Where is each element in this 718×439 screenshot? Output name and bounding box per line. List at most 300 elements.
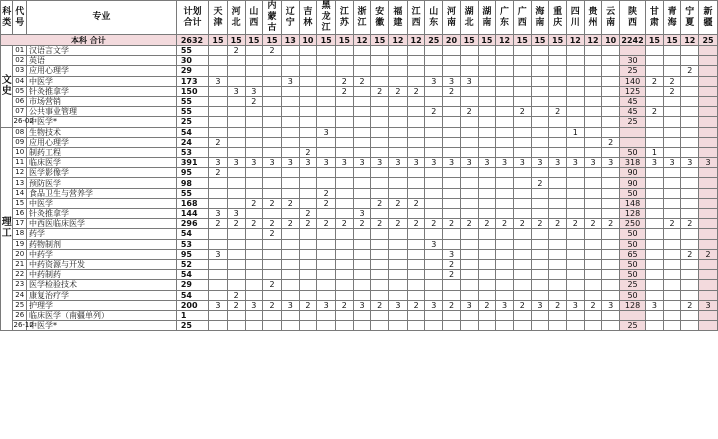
- province-quota-cell: [336, 229, 354, 239]
- province-quota-cell: [549, 290, 567, 300]
- major-name-cell: 医学检验技术: [27, 280, 177, 290]
- table-row: [1, 290, 718, 300]
- province-quota-cell: [460, 290, 478, 300]
- province-quota-cell: 2: [336, 300, 354, 310]
- province-quota-cell: [227, 280, 245, 290]
- province-quota-cell: [209, 198, 228, 208]
- province-quota-cell: [263, 127, 282, 137]
- province-quota-cell: [317, 117, 336, 127]
- province-quota-cell: [566, 310, 584, 320]
- code-cell: 26: [13, 310, 27, 320]
- province-quota-cell: [663, 239, 681, 249]
- table-row: [1, 300, 718, 310]
- header-province: 内蒙古: [263, 1, 282, 35]
- province-quota-cell: 2: [584, 219, 602, 229]
- province-quota-cell: [646, 290, 664, 300]
- province-quota-cell: [646, 117, 664, 127]
- code-cell: 04: [13, 76, 27, 86]
- header-province: 安徽: [371, 1, 389, 35]
- province-quota-cell: [389, 127, 408, 137]
- province-quota-cell: 250: [620, 219, 646, 229]
- province-quota-cell: 2: [263, 219, 282, 229]
- province-quota-cell: 2: [317, 198, 336, 208]
- province-quota-cell: [245, 229, 263, 239]
- province-quota-cell: [425, 321, 443, 331]
- province-quota-cell: 3: [281, 300, 299, 310]
- province-quota-cell: [227, 168, 245, 178]
- province-quota-cell: [460, 66, 478, 76]
- code-cell: 05: [13, 86, 27, 96]
- province-quota-cell: [460, 259, 478, 269]
- header-province: 新疆: [699, 1, 718, 35]
- province-quota-cell: [460, 178, 478, 188]
- province-quota-cell: [681, 56, 699, 66]
- province-quota-cell: [478, 147, 496, 157]
- province-quota-cell: [425, 280, 443, 290]
- province-quota-cell: 2: [227, 46, 245, 56]
- province-quota-cell: [566, 46, 584, 56]
- province-quota-cell: [699, 219, 718, 229]
- province-quota-cell: [699, 117, 718, 127]
- province-quota-cell: 3: [425, 76, 443, 86]
- province-quota-cell: [478, 310, 496, 320]
- province-quota-cell: [389, 76, 408, 86]
- province-quota-cell: [407, 178, 425, 188]
- province-quota-cell: [699, 137, 718, 147]
- plan-total-cell: 55: [176, 46, 208, 56]
- province-quota-cell: [281, 249, 299, 259]
- code-cell: 14: [13, 188, 27, 198]
- province-quota-cell: [299, 229, 317, 239]
- totals-province-cell: 15: [317, 35, 336, 46]
- province-quota-cell: [317, 137, 336, 147]
- province-quota-cell: [602, 76, 620, 86]
- major-name-cell: 中西医临床医学: [27, 219, 177, 229]
- province-quota-cell: [353, 239, 371, 249]
- province-quota-cell: [245, 168, 263, 178]
- table-row: [1, 270, 718, 280]
- province-quota-cell: [699, 127, 718, 137]
- province-quota-cell: 3: [663, 158, 681, 168]
- province-quota-cell: [460, 46, 478, 56]
- province-quota-cell: [371, 96, 389, 106]
- header-province: 山东: [425, 1, 443, 35]
- province-quota-cell: 2: [646, 76, 664, 86]
- province-quota-cell: [620, 310, 646, 320]
- province-quota-cell: [602, 280, 620, 290]
- province-quota-cell: [566, 198, 584, 208]
- province-quota-cell: [646, 280, 664, 290]
- province-quota-cell: [663, 96, 681, 106]
- province-quota-cell: [566, 239, 584, 249]
- province-quota-cell: [549, 137, 567, 147]
- province-quota-cell: 3: [317, 300, 336, 310]
- province-quota-cell: 3: [566, 300, 584, 310]
- province-quota-cell: [407, 96, 425, 106]
- province-quota-cell: [353, 107, 371, 117]
- province-quota-cell: [336, 270, 354, 280]
- table-row: [1, 188, 718, 198]
- province-quota-cell: [699, 86, 718, 96]
- province-quota-cell: [681, 270, 699, 280]
- province-quota-cell: [584, 249, 602, 259]
- province-quota-cell: [549, 56, 567, 66]
- header-province: 陕西: [620, 1, 646, 35]
- province-quota-cell: [317, 107, 336, 117]
- province-quota-cell: 3: [602, 158, 620, 168]
- province-quota-cell: [549, 86, 567, 96]
- province-quota-cell: 2: [299, 147, 317, 157]
- province-quota-cell: [443, 96, 461, 106]
- province-quota-cell: 3: [496, 158, 514, 168]
- province-quota-cell: [549, 198, 567, 208]
- province-quota-cell: 3: [646, 300, 664, 310]
- province-quota-cell: [602, 310, 620, 320]
- province-quota-cell: 2: [353, 219, 371, 229]
- province-quota-cell: [584, 117, 602, 127]
- province-quota-cell: [263, 86, 282, 96]
- province-quota-cell: 2: [281, 219, 299, 229]
- province-quota-cell: [227, 137, 245, 147]
- province-quota-cell: 25: [620, 117, 646, 127]
- province-quota-cell: [227, 198, 245, 208]
- province-quota-cell: [602, 56, 620, 66]
- province-quota-cell: [663, 178, 681, 188]
- province-quota-cell: [681, 96, 699, 106]
- header-province: 湖南: [478, 1, 496, 35]
- table-row: [1, 321, 718, 331]
- province-quota-cell: [531, 107, 549, 117]
- province-quota-cell: [389, 310, 408, 320]
- province-quota-cell: [227, 107, 245, 117]
- province-quota-cell: [584, 270, 602, 280]
- province-quota-cell: [646, 259, 664, 269]
- province-quota-cell: [299, 270, 317, 280]
- totals-province-cell: 12: [566, 35, 584, 46]
- province-quota-cell: [336, 127, 354, 137]
- province-quota-cell: [227, 66, 245, 76]
- province-quota-cell: [549, 178, 567, 188]
- province-quota-cell: [584, 259, 602, 269]
- province-quota-cell: 3: [549, 158, 567, 168]
- table-row: [1, 229, 718, 239]
- province-quota-cell: [353, 96, 371, 106]
- province-quota-cell: [460, 127, 478, 137]
- province-quota-cell: [496, 127, 514, 137]
- table-row: [1, 249, 718, 259]
- province-quota-cell: [602, 259, 620, 269]
- province-quota-cell: 1: [646, 147, 664, 157]
- province-quota-cell: 2: [566, 219, 584, 229]
- province-quota-cell: 2: [245, 198, 263, 208]
- province-quota-cell: [496, 168, 514, 178]
- province-quota-cell: [443, 147, 461, 157]
- province-quota-cell: [681, 290, 699, 300]
- province-quota-cell: [443, 188, 461, 198]
- province-quota-cell: [496, 209, 514, 219]
- code-cell: 07: [13, 107, 27, 117]
- province-quota-cell: [566, 66, 584, 76]
- province-quota-cell: [681, 321, 699, 331]
- province-quota-cell: [513, 209, 531, 219]
- province-quota-cell: [531, 188, 549, 198]
- totals-province-cell: 15: [513, 35, 531, 46]
- province-quota-cell: [281, 127, 299, 137]
- province-quota-cell: [699, 168, 718, 178]
- province-quota-cell: 2: [263, 229, 282, 239]
- province-quota-cell: 2: [299, 219, 317, 229]
- province-quota-cell: [389, 56, 408, 66]
- province-quota-cell: [531, 66, 549, 76]
- code-cell: 19: [13, 239, 27, 249]
- province-quota-cell: [549, 46, 567, 56]
- province-quota-cell: [407, 107, 425, 117]
- province-quota-cell: [353, 86, 371, 96]
- province-quota-cell: [496, 66, 514, 76]
- province-quota-cell: [549, 249, 567, 259]
- province-quota-cell: [371, 137, 389, 147]
- province-quota-cell: [646, 96, 664, 106]
- totals-province-cell: 10: [299, 35, 317, 46]
- province-quota-cell: [245, 66, 263, 76]
- province-quota-cell: [353, 229, 371, 239]
- province-quota-cell: [566, 259, 584, 269]
- province-quota-cell: [602, 249, 620, 259]
- province-quota-cell: 45: [620, 107, 646, 117]
- province-quota-cell: [549, 229, 567, 239]
- province-quota-cell: 2: [513, 300, 531, 310]
- province-quota-cell: 3: [227, 209, 245, 219]
- province-quota-cell: [443, 209, 461, 219]
- province-quota-cell: 3: [281, 158, 299, 168]
- province-quota-cell: 2: [699, 249, 718, 259]
- province-quota-cell: 3: [209, 249, 228, 259]
- province-quota-cell: 2: [245, 96, 263, 106]
- province-quota-cell: [317, 229, 336, 239]
- header-province: 广东: [496, 1, 514, 35]
- header-province: 广西: [513, 1, 531, 35]
- province-quota-cell: [389, 137, 408, 147]
- province-quota-cell: [549, 76, 567, 86]
- province-quota-cell: [353, 290, 371, 300]
- province-quota-cell: [699, 270, 718, 280]
- province-quota-cell: [699, 198, 718, 208]
- province-quota-cell: 148: [620, 198, 646, 208]
- province-quota-cell: [496, 280, 514, 290]
- major-name-cell: 临床医学（南疆单列）: [27, 310, 177, 320]
- major-name-cell: 中医学: [27, 198, 177, 208]
- province-quota-cell: [646, 56, 664, 66]
- province-quota-cell: [263, 310, 282, 320]
- province-quota-cell: [245, 259, 263, 269]
- province-quota-cell: [681, 188, 699, 198]
- province-quota-cell: 50: [620, 188, 646, 198]
- province-quota-cell: [227, 310, 245, 320]
- province-quota-cell: [549, 188, 567, 198]
- province-quota-cell: [699, 76, 718, 86]
- header-province: 浙江: [353, 1, 371, 35]
- totals-province-cell: 15: [209, 35, 228, 46]
- province-quota-cell: [646, 321, 664, 331]
- province-quota-cell: [299, 259, 317, 269]
- province-quota-cell: [513, 198, 531, 208]
- province-quota-cell: [602, 147, 620, 157]
- province-quota-cell: [336, 46, 354, 56]
- province-quota-cell: 3: [353, 209, 371, 219]
- totals-province-cell: 25: [699, 35, 718, 46]
- code-cell: 18: [13, 229, 27, 239]
- code-cell: 24: [13, 290, 27, 300]
- province-quota-cell: 2: [646, 107, 664, 117]
- plan-total-cell: 95: [176, 249, 208, 259]
- province-quota-cell: 2: [317, 188, 336, 198]
- province-quota-cell: [646, 310, 664, 320]
- province-quota-cell: 2: [443, 300, 461, 310]
- province-quota-cell: [227, 259, 245, 269]
- province-quota-cell: [443, 66, 461, 76]
- province-quota-cell: [336, 117, 354, 127]
- province-quota-cell: [263, 270, 282, 280]
- table-row: [1, 56, 718, 66]
- province-quota-cell: [681, 127, 699, 137]
- province-quota-cell: [336, 259, 354, 269]
- province-quota-cell: 2: [602, 137, 620, 147]
- totals-province-cell: 12: [407, 35, 425, 46]
- province-quota-cell: [389, 117, 408, 127]
- province-quota-cell: [281, 321, 299, 331]
- province-quota-cell: [478, 249, 496, 259]
- province-quota-cell: [389, 96, 408, 106]
- province-quota-cell: [425, 209, 443, 219]
- totals-province-cell: 15: [478, 35, 496, 46]
- code-cell: 16: [13, 209, 27, 219]
- province-quota-cell: [602, 270, 620, 280]
- province-quota-cell: [513, 178, 531, 188]
- province-quota-cell: [584, 229, 602, 239]
- province-quota-cell: [389, 188, 408, 198]
- table-row: [1, 137, 718, 147]
- province-quota-cell: [371, 229, 389, 239]
- province-quota-cell: [209, 239, 228, 249]
- table-row: [1, 46, 718, 56]
- province-quota-cell: [602, 290, 620, 300]
- province-quota-cell: [663, 229, 681, 239]
- province-quota-cell: [549, 280, 567, 290]
- province-quota-cell: [353, 178, 371, 188]
- totals-label: 本科 合计: [1, 35, 177, 46]
- plan-total-cell: 52: [176, 259, 208, 269]
- major-name-cell: 针灸推拿学: [27, 209, 177, 219]
- header-province: 四川: [566, 1, 584, 35]
- province-quota-cell: [681, 86, 699, 96]
- province-quota-cell: [602, 239, 620, 249]
- province-quota-cell: [425, 290, 443, 300]
- province-quota-cell: [299, 46, 317, 56]
- province-quota-cell: 50: [620, 239, 646, 249]
- province-quota-cell: [371, 280, 389, 290]
- province-quota-cell: [699, 259, 718, 269]
- province-quota-cell: [281, 168, 299, 178]
- province-quota-cell: 2: [443, 259, 461, 269]
- province-quota-cell: 2: [460, 107, 478, 117]
- province-quota-cell: [443, 310, 461, 320]
- totals-province-cell: 15: [646, 35, 664, 46]
- province-quota-cell: [407, 270, 425, 280]
- province-quota-cell: [227, 249, 245, 259]
- code-cell: 20: [13, 249, 27, 259]
- province-quota-cell: 2: [389, 86, 408, 96]
- major-name-cell: 药物制剂: [27, 239, 177, 249]
- header-province: 山西: [245, 1, 263, 35]
- province-quota-cell: [245, 280, 263, 290]
- province-quota-cell: 3: [353, 300, 371, 310]
- province-quota-cell: 128: [620, 209, 646, 219]
- province-quota-cell: [584, 107, 602, 117]
- province-quota-cell: [353, 259, 371, 269]
- province-quota-cell: [584, 188, 602, 198]
- province-quota-cell: [496, 56, 514, 66]
- province-quota-cell: [699, 96, 718, 106]
- province-quota-cell: 2: [317, 219, 336, 229]
- province-quota-cell: 3: [281, 76, 299, 86]
- province-quota-cell: [353, 270, 371, 280]
- province-quota-cell: 2: [681, 66, 699, 76]
- major-name-cell: 中医学*: [27, 117, 177, 127]
- header-code: 代号: [13, 1, 27, 35]
- province-quota-cell: 3: [209, 158, 228, 168]
- province-quota-cell: [602, 168, 620, 178]
- header-province: 青海: [663, 1, 681, 35]
- province-quota-cell: [209, 259, 228, 269]
- code-cell: 23: [13, 280, 27, 290]
- province-quota-cell: 25: [620, 66, 646, 76]
- header-province: 辽宁: [281, 1, 299, 35]
- code-cell: 22: [13, 270, 27, 280]
- code-cell: 02: [13, 56, 27, 66]
- header-category: 科类: [1, 1, 13, 35]
- province-quota-cell: [602, 46, 620, 56]
- header-province: 贵州: [584, 1, 602, 35]
- province-quota-cell: [496, 46, 514, 56]
- plan-total-cell: 25: [176, 117, 208, 127]
- plan-total-cell: 24: [176, 137, 208, 147]
- major-name-cell: 汉语言文学: [27, 46, 177, 56]
- province-quota-cell: [602, 86, 620, 96]
- province-quota-cell: 3: [531, 300, 549, 310]
- header-province: 吉林: [299, 1, 317, 35]
- province-quota-cell: 2: [425, 107, 443, 117]
- province-quota-cell: [584, 96, 602, 106]
- province-quota-cell: [209, 178, 228, 188]
- major-name-cell: 应用心理学: [27, 137, 177, 147]
- province-quota-cell: [263, 76, 282, 86]
- province-quota-cell: [227, 76, 245, 86]
- province-quota-cell: [299, 107, 317, 117]
- province-quota-cell: 3: [460, 300, 478, 310]
- province-quota-cell: 2: [227, 290, 245, 300]
- province-quota-cell: [681, 107, 699, 117]
- province-quota-cell: 2: [353, 76, 371, 86]
- province-quota-cell: [389, 178, 408, 188]
- province-quota-cell: [263, 178, 282, 188]
- province-quota-cell: [513, 280, 531, 290]
- province-quota-cell: [531, 310, 549, 320]
- province-quota-cell: [371, 239, 389, 249]
- province-quota-cell: [317, 96, 336, 106]
- province-quota-cell: [663, 209, 681, 219]
- province-quota-cell: [407, 137, 425, 147]
- province-quota-cell: 125: [620, 86, 646, 96]
